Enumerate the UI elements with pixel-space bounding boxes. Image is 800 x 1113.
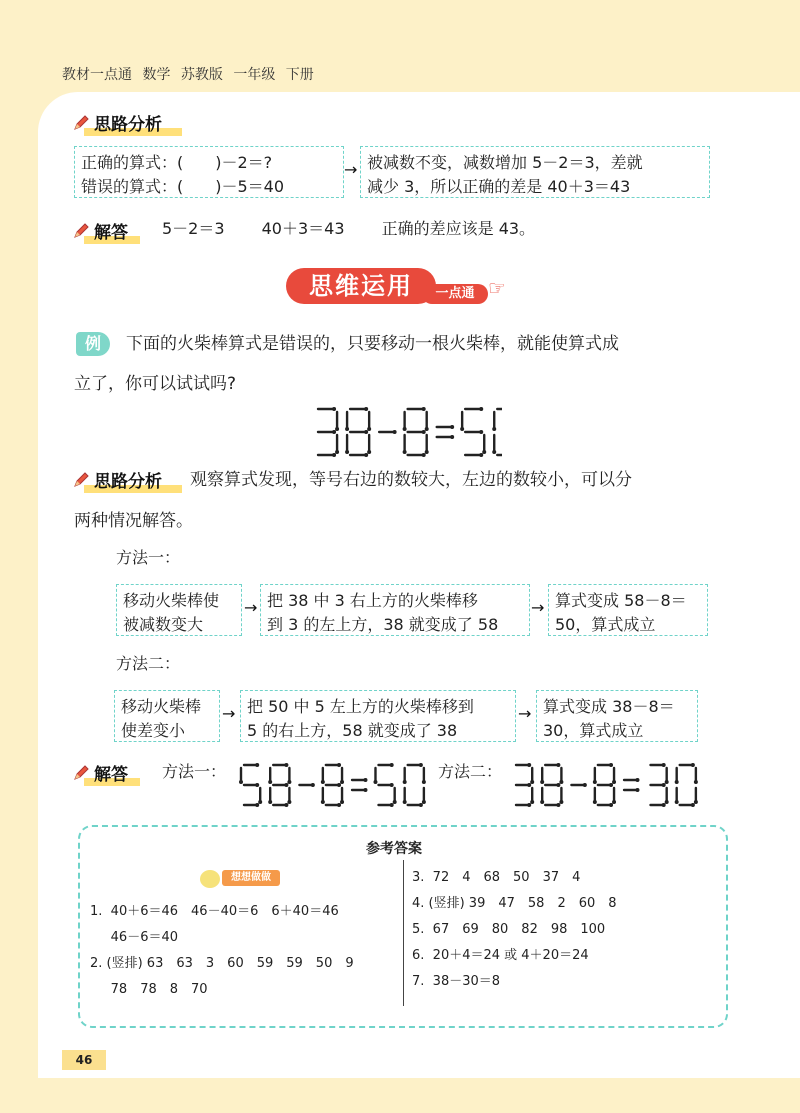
match-head [422, 453, 426, 457]
matchstick-equation-example [312, 406, 502, 460]
match-head [268, 780, 272, 784]
match-head [612, 780, 616, 784]
match-head [390, 763, 394, 767]
correct-equation-line: 正确的算式：( )－2＝? [81, 153, 273, 172]
answer-title-2-text: 解答 [94, 765, 128, 785]
match-head [345, 450, 349, 454]
match-head [635, 778, 639, 782]
method-1-step-2 [260, 584, 530, 636]
match-head [665, 780, 669, 784]
pencil-icon [72, 114, 90, 132]
step-text: 被减数变大 [123, 615, 204, 634]
match-head [403, 450, 407, 454]
match-head [479, 407, 483, 411]
match-head [635, 788, 639, 792]
match-head [450, 435, 454, 439]
answer-method-1-label: 方法一： [162, 762, 227, 781]
match-head [492, 427, 496, 431]
pencil-icon [72, 222, 90, 240]
match-head [340, 800, 344, 804]
match-head [340, 780, 344, 784]
match-head [530, 800, 534, 804]
answer-method-2-label: 方法二： [438, 762, 503, 781]
match-head [363, 788, 367, 792]
match-head [694, 780, 698, 784]
answer-title-2 [72, 760, 128, 785]
analysis-title [72, 110, 162, 135]
step-text: 使差变小 [121, 721, 186, 740]
match-head [287, 800, 291, 804]
match-head [422, 430, 426, 434]
match-head [540, 800, 544, 804]
match-head [393, 430, 397, 434]
match-head [422, 780, 426, 784]
match-head [460, 427, 464, 431]
book-header: 教材一点通 数学 苏教版 一年级 下册 [62, 67, 314, 83]
match-head [691, 803, 695, 807]
match-head [556, 803, 560, 807]
match-head [556, 763, 560, 767]
arrow-icon: → [244, 598, 258, 617]
match-head [335, 427, 339, 431]
match-head [419, 763, 423, 767]
match-head [364, 407, 368, 411]
match-head [527, 763, 531, 767]
method-1-step-1 [116, 584, 242, 636]
reasoning-line-1: 被减数不变，减数增加 5－2＝3，差就 [367, 153, 643, 172]
step-text: 30，算式成立 [543, 721, 644, 740]
arrow-icon: → [222, 704, 236, 723]
match-head [593, 800, 597, 804]
match-head [425, 427, 429, 431]
match-head [662, 783, 666, 787]
match-head [479, 430, 483, 434]
match-head [364, 430, 368, 434]
wrong-equation-box [74, 146, 344, 198]
step-text: 把 38 中 3 右上方的火柴棒移 [267, 591, 478, 610]
match-head [287, 780, 291, 784]
match-head [332, 407, 336, 411]
match-head [268, 800, 272, 804]
reference-answer-line: 5. 67 69 80 82 98 100 [412, 922, 606, 937]
reference-answer-line: 1. 40＋6＝46 46－40＝6 6＋40＝46 [90, 904, 339, 919]
step-text: 5 的右上方，58 就变成了 38 [247, 721, 458, 740]
match-head [675, 800, 679, 804]
match-head [479, 453, 483, 457]
match-head [345, 427, 349, 431]
match-head [665, 800, 669, 804]
method-2-label: 方法二： [116, 654, 181, 673]
analysis-title-2 [72, 467, 162, 492]
reference-title: 参考答案 [366, 841, 422, 857]
match-head [393, 800, 397, 804]
match-head [612, 800, 616, 804]
example-badge: 例 [76, 332, 110, 356]
example-line-2: 立了，你可以试试吗? [74, 374, 237, 394]
step-text: 移动火柴棒使 [123, 591, 220, 610]
match-head [332, 430, 336, 434]
example-line-1: 下面的火柴棒算式是错误的，只要移动一根火柴棒，就能使算式成 [126, 334, 619, 354]
arrow-icon: → [531, 598, 545, 617]
match-head [419, 803, 423, 807]
reasoning-line-2: 减少 3，所以正确的差是 40＋3＝43 [367, 177, 631, 196]
analysis-line-2: 两种情况解答。 [74, 511, 193, 531]
page-number: 46 [62, 1050, 106, 1070]
match-head [492, 450, 496, 454]
match-head [527, 783, 531, 787]
match-head [337, 763, 341, 767]
match-head [422, 407, 426, 411]
analysis-title-text: 思路分析 [94, 115, 162, 135]
match-head [593, 780, 597, 784]
match-head [255, 783, 259, 787]
match-head [403, 780, 407, 784]
match-head [609, 763, 613, 767]
match-head [609, 803, 613, 807]
reference-answer-line: 7. 38－30＝8 [412, 974, 501, 989]
method-1-step-3 [548, 584, 708, 636]
match-head [255, 763, 259, 767]
match-head [662, 803, 666, 807]
match-head [583, 783, 587, 787]
match-head [363, 778, 367, 782]
thinking-banner [286, 268, 516, 308]
match-head [559, 800, 563, 804]
match-head [367, 450, 371, 454]
match-head [530, 780, 534, 784]
match-head [425, 450, 429, 454]
method-2-step-3 [536, 690, 698, 742]
match-head [332, 453, 336, 457]
reference-answer-line: 6. 20＋4＝24 或 4＋20＝24 [412, 948, 589, 963]
match-head [450, 425, 454, 429]
match-head [335, 450, 339, 454]
pointing-hand-icon: ☞ [488, 276, 506, 300]
match-head [422, 800, 426, 804]
analysis-line-1: 观察算式发现，等号右边的数较大，左边的数较小，可以分 [190, 470, 632, 490]
step-text: 把 50 中 5 左上方的火柴棒移到 [247, 697, 474, 716]
match-head [337, 783, 341, 787]
match-head [284, 803, 288, 807]
match-head [540, 780, 544, 784]
match-head [321, 780, 325, 784]
step-text: 50，算式成立 [555, 615, 656, 634]
reference-answer-line: 4. (竖排) 39 47 58 2 60 8 [412, 896, 617, 911]
step-text: 到 3 的左上方，38 就变成了 58 [267, 615, 499, 634]
arrow-icon: → [518, 704, 532, 723]
match-head [556, 783, 560, 787]
answer-title [72, 218, 128, 243]
match-head [373, 780, 377, 784]
match-head [390, 803, 394, 807]
reasoning-box [360, 146, 710, 198]
match-head [559, 780, 563, 784]
match-head [527, 803, 531, 807]
match-head [691, 763, 695, 767]
method-2-step-2 [240, 690, 516, 742]
match-head [675, 780, 679, 784]
match-head [239, 780, 243, 784]
analysis-title-2-text: 思路分析 [94, 472, 162, 492]
pencil-icon [72, 471, 90, 489]
match-head [694, 800, 698, 804]
matchstick-equation-method-1 [238, 762, 428, 810]
match-head [258, 800, 262, 804]
match-head [337, 803, 341, 807]
wrong-equation-line: 错误的算式：( )－5＝40 [81, 177, 285, 196]
step-text: 算式变成 38－8＝ [543, 697, 675, 716]
chick-icon [200, 870, 220, 888]
reference-answer-line: 78 78 8 70 [90, 982, 208, 997]
match-head [662, 763, 666, 767]
match-head [367, 427, 371, 431]
match-head [364, 453, 368, 457]
match-head [321, 800, 325, 804]
answer-title-text: 解答 [94, 223, 128, 243]
step-text: 算式变成 58－8＝ [555, 591, 687, 610]
reference-answer-line: 2. (竖排) 63 63 3 60 59 59 50 9 [90, 956, 354, 971]
reference-tag-label: 想想做做 [222, 870, 280, 886]
match-head [255, 803, 259, 807]
reference-tag [200, 868, 280, 890]
method-1-label: 方法一： [116, 548, 181, 567]
match-head [390, 783, 394, 787]
match-head [311, 783, 315, 787]
matchstick-equation-method-2 [510, 762, 700, 810]
pencil-icon [72, 764, 90, 782]
method-2-step-1 [114, 690, 220, 742]
match-head [284, 783, 288, 787]
column-divider [403, 860, 404, 1006]
arrow-icon: → [344, 160, 358, 179]
match-head [284, 763, 288, 767]
match-head [403, 800, 407, 804]
answer-text: 5－2＝3 40＋3＝43 正确的差应该是 43。 [162, 219, 536, 238]
reference-answer-line: 46－6＝40 [90, 930, 179, 945]
match-head [403, 427, 407, 431]
banner-main: 思维运用 [286, 268, 436, 304]
step-text: 移动火柴棒 [121, 697, 202, 716]
match-head [609, 783, 613, 787]
banner-sub: 一点通 [422, 284, 488, 304]
match-head [482, 450, 486, 454]
reference-answer-line: 3. 72 4 68 50 37 4 [412, 870, 581, 885]
